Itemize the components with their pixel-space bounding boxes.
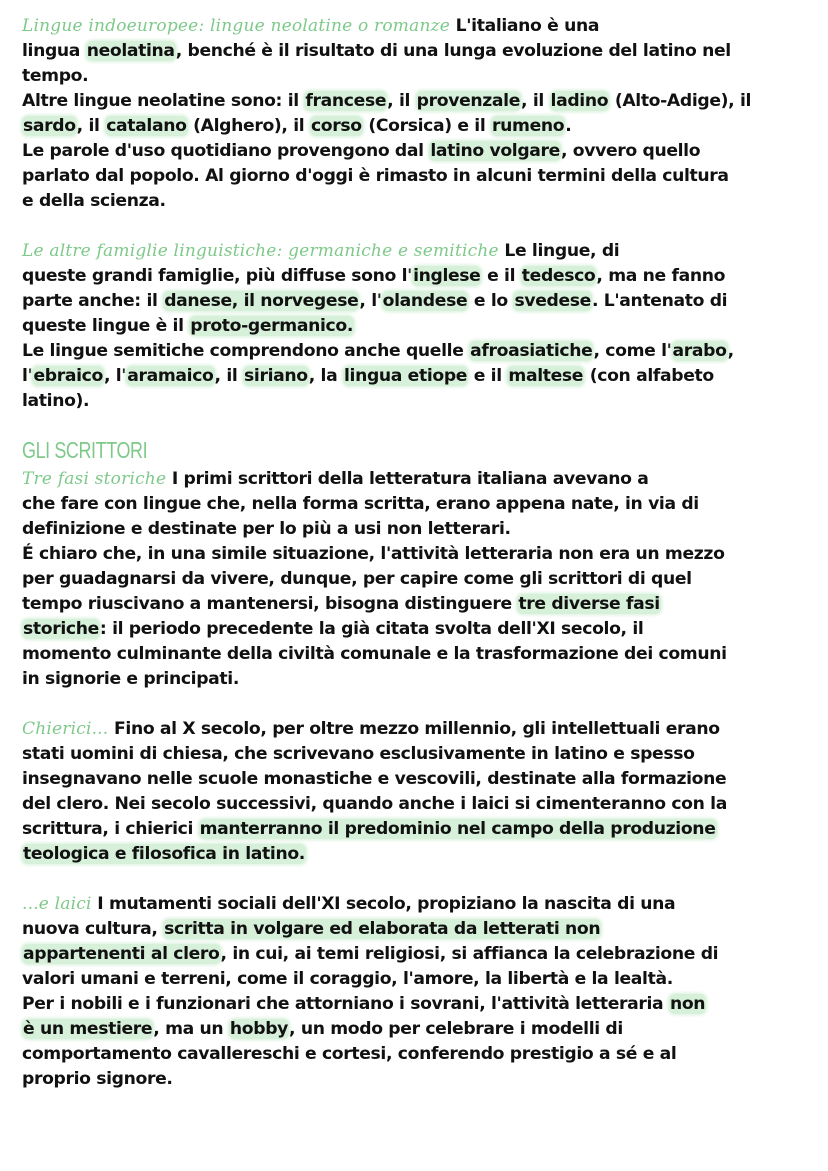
highlighted-term: storiche	[23, 619, 99, 639]
text-segment: nuova cultura,	[22, 919, 164, 939]
text-line	[22, 567, 806, 592]
text-line	[22, 389, 806, 414]
notes-page	[22, 14, 806, 1092]
paragraph-germaniche	[22, 239, 806, 414]
highlighted-term: ebraico	[33, 366, 103, 386]
text-segment: parlato dal popolo. Al giorno d'oggi è rimasto in alcuni termini della cultura	[22, 166, 729, 186]
section-spacer	[22, 414, 806, 432]
paragraph-spacer	[22, 214, 806, 239]
text-segment: insegnavano nelle scuole monastiche e vescovili, destinate alla formazione	[22, 769, 727, 789]
text-segment: valori umani e terreni, come il coraggio, l'amore, la libertà e la lealtà.	[22, 969, 673, 989]
paragraph-heading: Le altre famiglie linguistiche: germaniche e semitiche	[22, 241, 499, 261]
text-segment: I mutamenti sociali dell'XI secolo, propiziano la nascita di una	[91, 894, 676, 914]
text-segment: , la	[308, 366, 343, 386]
text-segment: : il periodo precedente la già citata svolta dell'XI secolo, il	[99, 619, 644, 639]
highlighted-term: arabo	[672, 341, 727, 361]
highlighted-term: latino volgare	[430, 141, 560, 161]
section-scrittori	[22, 467, 806, 1092]
highlighted-term: francese	[305, 91, 387, 111]
text-segment: latino).	[22, 391, 90, 411]
text-segment: Le lingue, di	[498, 241, 620, 261]
text-line	[22, 842, 806, 867]
text-segment: lingua	[22, 41, 86, 61]
text-segment: . L'antenato di	[591, 291, 728, 311]
text-segment: che fare con lingue che, nella forma scritta, erano appena nate, in via di	[22, 494, 699, 514]
text-line	[22, 517, 806, 542]
text-line	[22, 967, 806, 992]
text-segment: I primi scrittori della letteratura italiana avevano a	[166, 469, 649, 489]
text-line	[22, 892, 806, 917]
text-segment: (Alghero), il	[187, 116, 310, 136]
text-segment: , come l'	[593, 341, 672, 361]
text-segment: , l'	[103, 366, 127, 386]
text-line	[22, 592, 806, 617]
text-segment: ,	[727, 341, 734, 361]
paragraph-spacer	[22, 692, 806, 717]
text-segment: (Corsica) e il	[362, 116, 492, 136]
highlighted-term: lingua etiope	[343, 366, 468, 386]
highlighted-term: teologica e filosofica in latino.	[23, 844, 305, 864]
text-segment: L'italiano è una	[450, 16, 600, 36]
highlighted-term: non	[669, 994, 706, 1014]
text-line	[22, 239, 806, 264]
section-lingue	[22, 14, 806, 432]
highlighted-term: inglese	[413, 266, 481, 286]
text-line	[22, 339, 806, 364]
text-segment: (Alto-Adige), il	[609, 91, 752, 111]
text-segment: proprio signore.	[22, 1069, 173, 1089]
text-line	[22, 289, 806, 314]
text-segment: (con alfabeto	[584, 366, 714, 386]
text-segment: e della scienza.	[22, 191, 166, 211]
text-segment: , il	[214, 366, 244, 386]
text-segment: , ovvero quello	[560, 141, 701, 161]
highlighted-term: olandese	[382, 291, 468, 311]
highlighted-term: neolatina	[86, 41, 175, 61]
text-segment: in signorie e principati.	[22, 669, 240, 689]
text-line	[22, 1067, 806, 1092]
text-line	[22, 617, 806, 642]
text-segment: , il	[521, 91, 550, 111]
text-segment: Per i nobili e i funzionari che attorniano i sovrani, l'attività letteraria	[22, 994, 669, 1014]
text-line	[22, 39, 806, 64]
highlighted-term: tre diverse fasi	[518, 594, 660, 614]
text-line	[22, 492, 806, 517]
paragraph-heading: Chierici...	[22, 719, 109, 739]
text-line	[22, 164, 806, 189]
text-segment: definizione e destinate per lo più a usi non letterari.	[22, 519, 511, 539]
text-line	[22, 642, 806, 667]
text-line	[22, 89, 806, 114]
highlighted-term: manterranno il predominio nel campo della produzione	[199, 819, 716, 839]
paragraph-laici	[22, 892, 806, 1092]
text-segment: , ma un	[153, 1019, 229, 1039]
text-segment: É chiaro che, in una simile situazione, l'attività letteraria non era un mezzo	[22, 544, 725, 564]
paragraph-fasi	[22, 467, 806, 692]
text-segment: comportamento cavallereschi e cortesi, conferendo prestigio a sé e al	[22, 1044, 677, 1064]
highlighted-term: scritta in volgare ed elaborata da letterati non	[164, 919, 601, 939]
text-line	[22, 314, 806, 339]
text-segment: momento culminante della civiltà comunale e la trasformazione dei comuni	[22, 644, 727, 664]
text-line	[22, 992, 806, 1017]
text-line	[22, 264, 806, 289]
highlighted-term: provenzale	[416, 91, 521, 111]
text-segment: , ma ne fanno	[596, 266, 726, 286]
highlighted-term: aramaico	[127, 366, 214, 386]
text-segment: Le parole d'uso quotidiano provengono dal	[22, 141, 430, 161]
text-line	[22, 542, 806, 567]
text-segment: Altre lingue neolatine sono: il	[22, 91, 305, 111]
highlighted-term: appartenenti al clero	[23, 944, 220, 964]
highlighted-term: danese, il norvegese	[164, 291, 359, 311]
text-segment: tempo riuscivano a mantenersi, bisogna distinguere	[22, 594, 518, 614]
text-segment: queste grandi famiglie, più diffuse sono l'	[22, 266, 413, 286]
text-segment: , il	[76, 116, 106, 136]
paragraph-spacer	[22, 867, 806, 892]
text-segment: queste lingue è il	[22, 316, 190, 336]
text-line	[22, 817, 806, 842]
text-segment: tempo.	[22, 66, 89, 86]
text-line	[22, 139, 806, 164]
text-segment: Fino al X secolo, per oltre mezzo millennio, gli intellettuali erano	[108, 719, 720, 739]
text-segment: , il	[387, 91, 416, 111]
highlighted-term: maltese	[508, 366, 584, 386]
highlighted-term: proto-germanico.	[190, 316, 353, 336]
text-segment: del clero. Nei secolo successivi, quando anche i laici si cimenteranno con la	[22, 794, 727, 814]
highlighted-term: siriano	[244, 366, 308, 386]
text-segment: l'	[22, 366, 33, 386]
text-line	[22, 742, 806, 767]
text-line	[22, 767, 806, 792]
text-segment: .	[565, 116, 572, 136]
text-segment: stati uomini di chiesa, che scrivevano esclusivamente in latino e spesso	[22, 744, 695, 764]
highlighted-term: catalano	[106, 116, 187, 136]
text-line	[22, 114, 806, 139]
text-segment: parte anche: il	[22, 291, 164, 311]
highlighted-term: afroasiatiche	[470, 341, 593, 361]
paragraph-chierici	[22, 717, 806, 867]
text-line	[22, 667, 806, 692]
text-segment: e il	[468, 366, 508, 386]
paragraph-heading: Tre fasi storiche	[22, 469, 167, 489]
highlighted-term: rumeno	[492, 116, 565, 136]
text-segment: , in cui, ai temi religiosi, si affianca la celebrazione di	[220, 944, 719, 964]
paragraph-heading: Lingue indoeuropee: lingue neolatine o romanze	[22, 16, 451, 36]
text-line	[22, 1042, 806, 1067]
text-line	[22, 189, 806, 214]
highlighted-term: corso	[310, 116, 362, 136]
text-segment: scrittura, i chierici	[22, 819, 199, 839]
text-segment: , un modo per celebrare i modelli di	[289, 1019, 623, 1039]
highlighted-term: svedese	[514, 291, 591, 311]
text-segment: Le lingue semitiche comprendono anche quelle	[22, 341, 470, 361]
text-line	[22, 942, 806, 967]
section-title-gli-scrittori: GLI SCRITTORI	[22, 437, 148, 463]
text-line	[22, 1017, 806, 1042]
text-line	[22, 917, 806, 942]
text-segment: , l'	[359, 291, 382, 311]
highlighted-term: ladino	[550, 91, 609, 111]
text-segment: per guadagnarsi da vivere, dunque, per capire come gli scrittori di quel	[22, 569, 692, 589]
paragraph-heading: ...e laici	[22, 894, 92, 914]
text-line	[22, 792, 806, 817]
text-line	[22, 717, 806, 742]
text-segment: e lo	[468, 291, 514, 311]
paragraph-indoeuropee	[22, 14, 806, 214]
text-line	[22, 64, 806, 89]
highlighted-term: sardo	[23, 116, 76, 136]
highlighted-term: tedesco	[521, 266, 596, 286]
text-line	[22, 467, 806, 492]
text-line	[22, 14, 806, 39]
text-line	[22, 364, 806, 389]
highlighted-term: è un mestiere	[23, 1019, 153, 1039]
text-segment: e il	[481, 266, 521, 286]
text-segment: , benché è il risultato di una lunga evoluzione del latino nel	[175, 41, 731, 61]
highlighted-term: hobby	[229, 1019, 289, 1039]
